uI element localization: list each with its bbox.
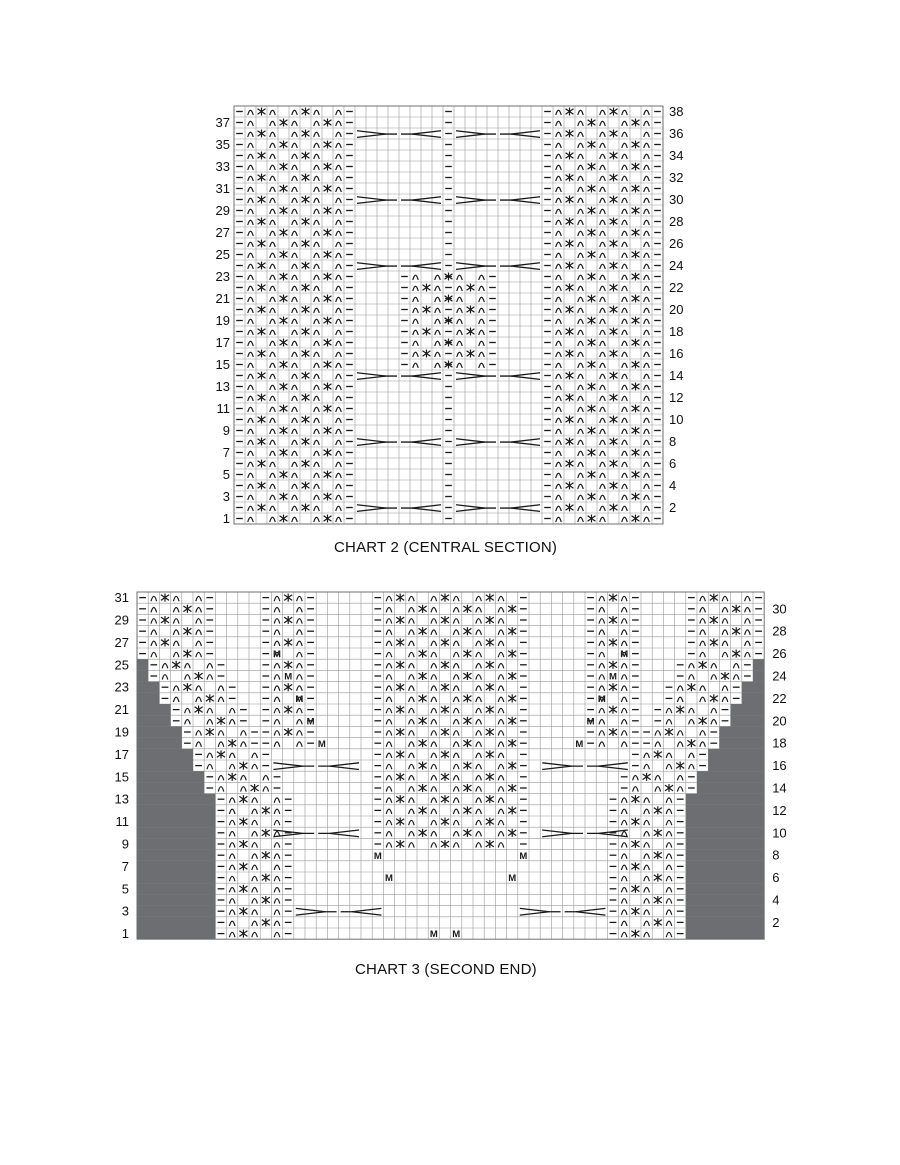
row-number: 1 (121, 926, 129, 942)
make-one-symbol: M (597, 693, 606, 705)
row-number: 24 (669, 257, 684, 273)
no-stitch-left (137, 827, 215, 838)
no-stitch-right (686, 906, 764, 917)
no-stitch-left (137, 861, 215, 872)
row-number: 33 (215, 158, 230, 174)
row-number: 26 (669, 235, 684, 251)
row-number: 1 (222, 510, 230, 526)
make-one-symbol: M (295, 693, 304, 705)
row-number: 29 (215, 202, 230, 218)
row-number: 32 (669, 169, 684, 185)
row-number: 6 (669, 455, 677, 471)
row-number: 30 (772, 601, 787, 617)
row-number: 27 (114, 634, 129, 650)
no-stitch-right (686, 883, 764, 894)
row-number: 10 (669, 411, 684, 427)
no-stitch-left (137, 816, 215, 827)
no-stitch-left (137, 715, 171, 726)
no-stitch-left (137, 917, 215, 928)
row-number: 25 (114, 657, 129, 673)
row-number: 31 (215, 180, 230, 196)
make-one-symbol: M (317, 738, 326, 750)
row-number: 7 (222, 444, 230, 460)
row-number: 19 (114, 724, 129, 740)
row-number: 14 (772, 780, 787, 796)
make-one-symbol: M (452, 929, 461, 941)
row-number: 26 (772, 646, 787, 662)
make-one-symbol: M (519, 850, 528, 862)
no-stitch-right (697, 782, 764, 793)
row-number: 13 (114, 791, 129, 807)
row-number: 28 (772, 623, 787, 639)
no-stitch-right (719, 738, 764, 749)
row-number: 19 (215, 312, 230, 328)
no-stitch-left (137, 794, 215, 805)
no-stitch-right (731, 715, 765, 726)
make-one-symbol: M (508, 873, 517, 885)
row-number: 21 (215, 290, 230, 306)
no-stitch-right (686, 838, 764, 849)
row-number: 23 (215, 268, 230, 284)
row-number: 21 (114, 702, 129, 718)
no-stitch-right (686, 827, 764, 838)
no-stitch-left (137, 906, 215, 917)
make-one-symbol: M (385, 873, 393, 885)
make-one-symbol: M (373, 850, 382, 862)
make-one-symbol: M (609, 671, 617, 683)
row-number: 4 (772, 892, 780, 908)
no-stitch-left (137, 749, 193, 760)
row-number: 3 (121, 903, 129, 919)
no-stitch-left (137, 872, 215, 883)
no-stitch-right (686, 850, 764, 861)
no-stitch-left (137, 682, 159, 693)
row-number: 30 (669, 191, 684, 207)
row-number: 14 (669, 367, 684, 383)
no-stitch-left (137, 894, 215, 905)
row-number: 13 (215, 378, 230, 394)
row-number: 3 (222, 488, 230, 504)
no-stitch-right (686, 794, 764, 805)
make-one-symbol: M (575, 738, 584, 750)
no-stitch-right (753, 659, 764, 670)
row-number: 9 (121, 836, 129, 852)
no-stitch-right (742, 682, 764, 693)
no-stitch-left (137, 659, 148, 670)
no-stitch-right (686, 917, 764, 928)
row-number: 8 (669, 433, 677, 449)
row-number: 5 (121, 881, 129, 897)
no-stitch-left (137, 838, 215, 849)
no-stitch-left (137, 805, 215, 816)
make-one-symbol: M (306, 716, 315, 728)
no-stitch-right (686, 894, 764, 905)
no-stitch-right (708, 749, 764, 760)
row-number: 25 (215, 246, 230, 262)
no-stitch-right (708, 760, 764, 771)
row-number: 5 (222, 466, 230, 482)
row-number: 6 (772, 870, 780, 886)
no-stitch-right (731, 704, 765, 715)
no-stitch-right (686, 872, 764, 883)
no-stitch-left (137, 782, 204, 793)
make-one-symbol: M (284, 671, 293, 683)
row-number: 17 (215, 334, 230, 350)
row-number: 35 (215, 136, 230, 152)
row-number: 23 (114, 679, 129, 695)
make-one-symbol: M (586, 716, 595, 728)
no-stitch-left (137, 726, 182, 737)
row-number: 12 (669, 389, 684, 405)
row-number: 11 (216, 400, 230, 416)
row-number: 8 (772, 847, 780, 863)
row-number: 11 (115, 814, 129, 830)
row-number: 16 (772, 758, 787, 774)
no-stitch-right (686, 861, 764, 872)
no-stitch-right (686, 816, 764, 827)
row-number: 24 (772, 668, 787, 684)
row-number: 37 (215, 114, 230, 130)
row-number: 15 (114, 769, 129, 785)
no-stitch-left (137, 670, 148, 681)
row-number: 20 (772, 713, 787, 729)
no-stitch-right (753, 670, 764, 681)
row-number: 27 (215, 224, 230, 240)
row-number: 12 (772, 802, 787, 818)
row-number: 10 (772, 825, 787, 841)
row-number: 15 (215, 356, 230, 372)
row-number: 18 (772, 735, 787, 751)
no-stitch-right (697, 771, 764, 782)
no-stitch-right (742, 693, 764, 704)
no-stitch-left (137, 693, 159, 704)
row-number: 22 (772, 690, 787, 706)
row-number: 7 (121, 858, 129, 874)
no-stitch-left (137, 928, 215, 939)
make-one-symbol: M (273, 649, 281, 661)
row-number: 28 (669, 213, 684, 229)
row-number: 17 (114, 746, 129, 762)
row-number: 2 (772, 914, 780, 930)
make-one-symbol: M (429, 929, 438, 941)
row-number: 20 (669, 301, 684, 317)
chart-3-left-row-numbers (115, 590, 129, 941)
chart-3-right-row-numbers (772, 601, 786, 930)
no-stitch-right (719, 726, 764, 737)
no-stitch-left (137, 760, 193, 771)
no-stitch-right (686, 805, 764, 816)
row-number: 22 (669, 279, 684, 295)
row-number: 9 (222, 422, 230, 438)
row-number: 18 (669, 323, 684, 339)
row-number: 38 (669, 103, 684, 119)
row-number: 34 (669, 147, 684, 163)
no-stitch-left (137, 704, 171, 715)
make-one-symbol: M (620, 649, 629, 661)
row-number: 31 (114, 590, 129, 606)
row-number: 2 (669, 499, 677, 515)
row-number: 29 (114, 612, 129, 628)
chart-2-caption: CHART 2 (CENTRAL SECTION) (334, 539, 558, 556)
no-stitch-right (686, 928, 764, 939)
no-stitch-left (137, 850, 215, 861)
row-number: 4 (669, 477, 677, 493)
no-stitch-left (137, 883, 215, 894)
no-stitch-left (137, 771, 204, 782)
chart-3-caption: CHART 3 (SECOND END) (355, 961, 537, 978)
row-number: 36 (669, 125, 684, 141)
no-stitch-left (137, 738, 182, 749)
row-number: 16 (669, 345, 684, 361)
